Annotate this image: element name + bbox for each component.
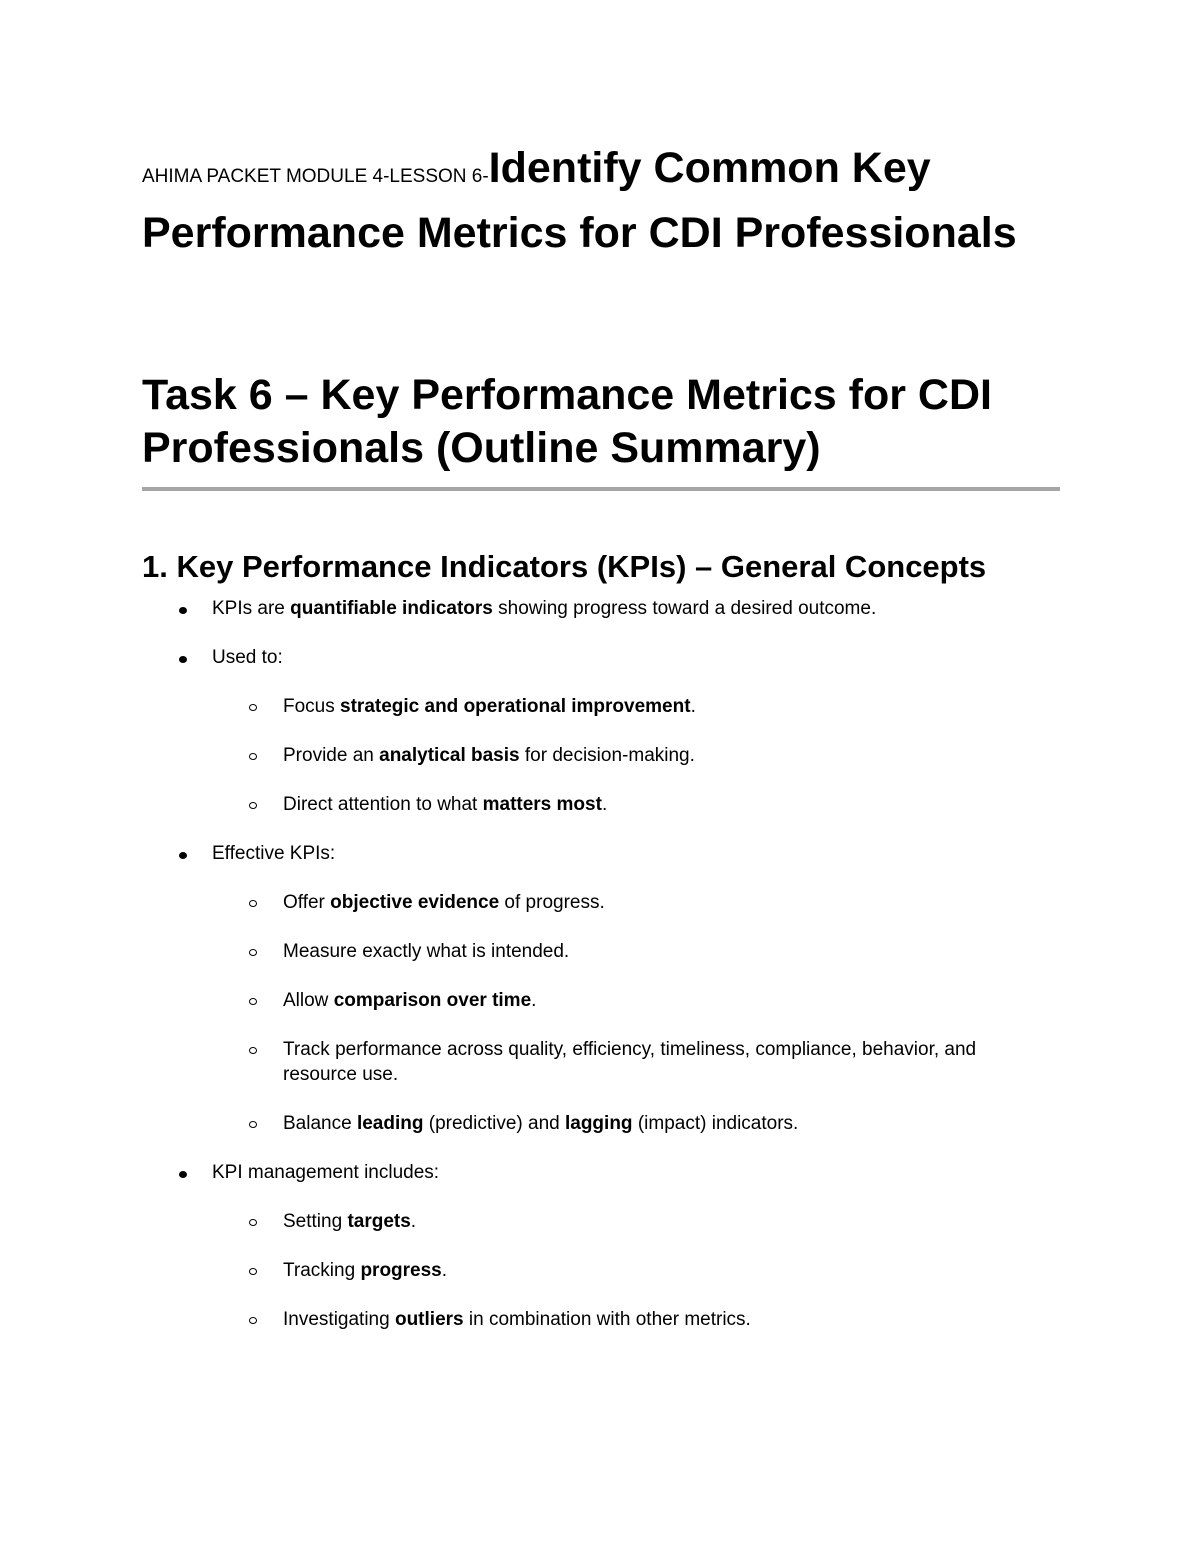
hollow-bullet-icon xyxy=(249,998,257,1005)
list-item-label: KPI management includes: xyxy=(212,1162,440,1183)
kpi-concepts-list xyxy=(142,596,1062,1332)
sub-list-item: Direct attention to what matters most. xyxy=(142,792,1062,817)
list-item: KPIs are quantifiable indicators showing progress toward a desired outcome. xyxy=(142,596,1062,621)
bullet-icon xyxy=(179,656,187,663)
sub-list-item: Balance leading (predictive) and lagging (impact) indicators. xyxy=(142,1111,1062,1136)
sub-list-item: Investigating outliers in combination with other metrics. xyxy=(142,1307,1062,1332)
sub-list xyxy=(212,1209,1062,1332)
sub-list-item: Allow comparison over time. xyxy=(142,988,1062,1013)
sub-list-item: Measure exactly what is intended. xyxy=(142,939,1062,964)
hollow-bullet-icon xyxy=(249,704,257,711)
hollow-bullet-icon xyxy=(249,802,257,809)
sub-list xyxy=(212,694,1062,817)
hollow-bullet-icon xyxy=(249,1121,257,1128)
list-item-label: Effective KPIs: xyxy=(212,843,336,864)
sub-list xyxy=(212,890,1062,1136)
hollow-bullet-icon xyxy=(249,1219,257,1226)
sub-list-item: Tracking progress. xyxy=(142,1258,1062,1283)
hollow-bullet-icon xyxy=(249,1268,257,1275)
bullet-icon xyxy=(179,852,187,859)
sub-list-item: Setting targets. xyxy=(142,1209,1062,1234)
list-item xyxy=(142,841,1062,1136)
bullet-icon xyxy=(179,607,187,614)
hollow-bullet-icon xyxy=(249,900,257,907)
hollow-bullet-icon xyxy=(249,1317,257,1324)
list-item xyxy=(142,1160,1062,1332)
sub-list-item: Offer objective evidence of progress. xyxy=(142,890,1062,915)
title-prefix: AHIMA PACKET MODULE 4-LESSON 6- xyxy=(142,166,489,187)
title-main: Identify Common Key Performance Metrics for CDI Professionals xyxy=(142,144,1017,257)
sub-list-item: Track performance across quality, efficiency, timeliness, compliance, behavior, and resource use. xyxy=(142,1037,1062,1087)
hollow-bullet-icon xyxy=(249,1047,257,1054)
hollow-bullet-icon xyxy=(249,753,257,760)
section-heading: 1. Key Performance Indicators (KPIs) – General Concepts xyxy=(142,549,987,584)
sub-list-item: Provide an analytical basis for decision-making. xyxy=(142,743,1062,768)
hollow-bullet-icon xyxy=(249,949,257,956)
sub-list-item: Focus strategic and operational improvement. xyxy=(142,694,1062,719)
bullet-icon xyxy=(179,1171,187,1178)
heading-divider xyxy=(142,487,1060,491)
document-title xyxy=(142,140,1062,261)
list-item xyxy=(142,645,1062,817)
task-heading: Task 6 – Key Performance Metrics for CDI Professionals (Outline Summary) xyxy=(142,371,992,472)
list-item-label: Used to: xyxy=(212,647,283,668)
document-page xyxy=(142,140,1062,1356)
